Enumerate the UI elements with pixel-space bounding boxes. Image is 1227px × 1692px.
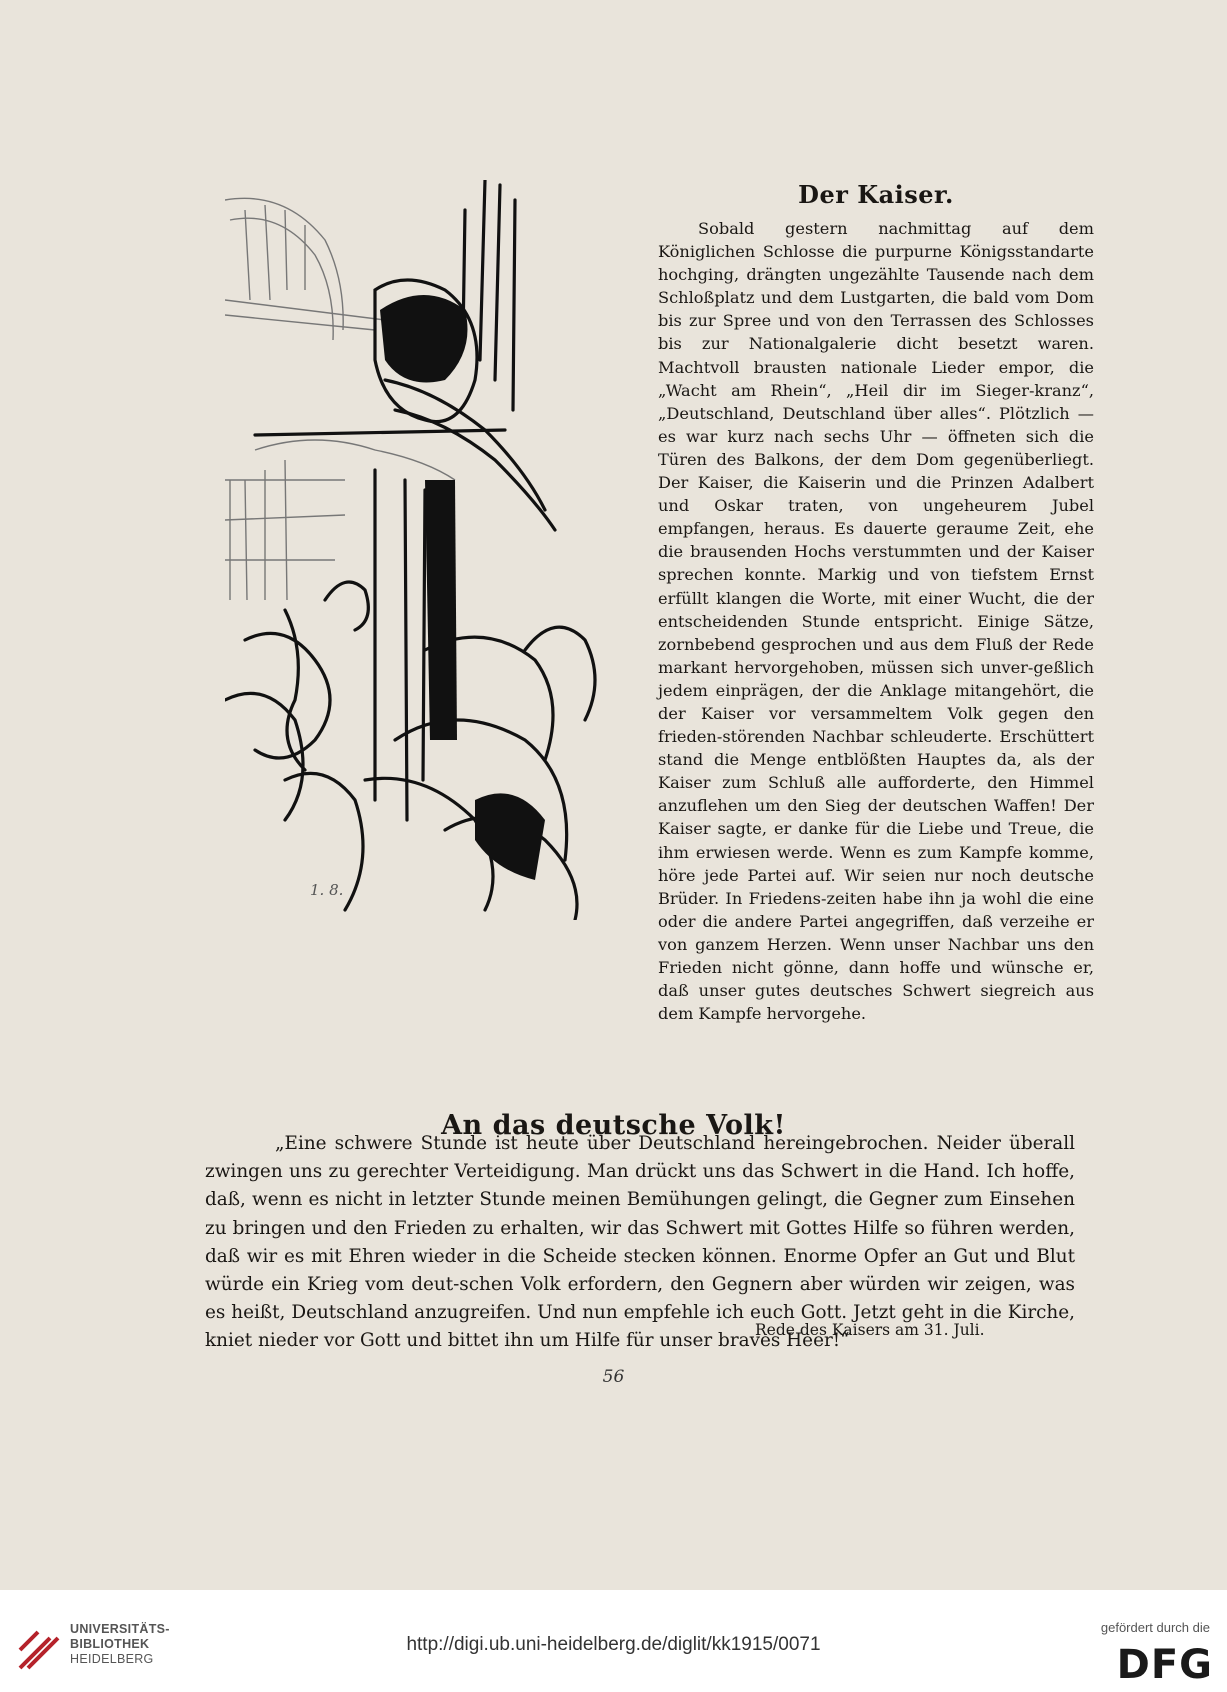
library-name-line-3: HEIDELBERG [70, 1652, 154, 1666]
article-title: Der Kaiser. [798, 180, 954, 209]
page-number: 56 [602, 1367, 625, 1387]
article-body: Sobald gestern nachmittag auf dem Königlichen Schlosse die purpurne Königsstandarte hochging, drängten ungezählte Tausende nach dem Schloßplatz und dem Lustgarten, die bald vom Dom bis zur Spree und von den Terrassen des Schlosses bis zur Nationalgalerie dicht besetzt waren. Machtvoll brausten nationale Lieder empor, die „Wacht am Rhein“, „Heil dir im Sieger-kranz“, „Deutschland, Deutschland über alles“. Plötzlich — es war kurz nach sechs Uhr — öffneten sich die Türen des Balkons, der dem Dom gegenüberliegt. Der Kaiser, die Kaiserin und die Prinzen Adalbert und Oskar traten, von ungeheurem Jubel empfangen, heraus. Es dauerte geraume Zeit, ehe die brausenden Hochs verstummten und der Kaiser sprechen konnte. Markig und von tiefstem Ernst erfüllt klangen die Worte, mit einer Wucht, die der entscheidenden Stunde entspricht. Einige Sätze, zornbebend gesprochen und aus dem Fluß der Rede markant hervorgehoben, müssen sich unver-geßlich jedem einprägen, der die Anklage mitangehört, die der Kaiser vor versammeltem Volk gegen den frieden-störenden Nachbar schleuderte. Erschüttert stand die Menge entblößten Hauptes da, als der Kaiser zum Schluß alle aufforderte, den Himmel anzuflehen um den Sieg der deutschen Waffen! Der Kaiser sagte, er danke für die Liebe und Treue, die ihm erwiesen werde. Wenn es zum Kampfe komme, höre jede Partei auf. Wir seien nur noch deutsche Brüder. In Friedens-zeiten habe ihn ja wohl die eine oder die andere Partei angegriffen, daß verzeihe er von ganzem Herzen. Wenn unser Nachbar uns den Frieden nicht gönne, dann hoffe und wünsche er, daß unser gutes deutsches Schwert siegreich aus dem Kampfe hervorgehe. [658, 219, 1094, 1024]
speech-text: „Eine schwere Stunde ist heute über Deutschland hereingebrochen. Neider überall zwingen uns zu gerechter Verteidigung. Man drückt uns das Schwert in die Hand. Ich hoffe, daß, wenn es nicht in letzter Stunde meinen Bemühungen gelingt, die Gegner zum Einsehen zu bringen und den Frieden zu erhalten, wir das Schwert mit Gottes Hilfe so führen werden, daß wir es mit Ehren wieder in die Scheide stecken können. Enorme Opfer an Gut und Blut würde ein Krieg vom deut-schen Volk erfordern, den Gegnern aber würden wir zeigen, was es heißt, Deutschland anzugreifen. Und nun empfehle ich euch Gott. Jetzt geht in die Kirche, kniet nieder vor Gott und bittet ihn um Hilfe für unser braves Heer!“ [205, 1133, 1075, 1352]
sketch-drawing [225, 180, 655, 920]
artist-signature: 1. 8. [310, 881, 344, 899]
kaiser-article [658, 180, 1094, 1025]
speech-source: Rede des Kaisers am 31. Juli. [755, 1321, 985, 1339]
footer-bar [0, 1590, 1227, 1692]
speech-title: An das deutsche Volk! [441, 1110, 786, 1142]
kaiser-balcony-illustration [225, 180, 655, 920]
library-name-line-2: BIBLIOTHEK [70, 1637, 150, 1651]
funding-caption: gefördert durch die [1100, 1620, 1210, 1635]
permalink-url[interactable]: http://digi.ub.uni-heidelberg.de/diglit/kk1915/0071 [406, 1634, 821, 1655]
library-name-line-1: UNIVERSITÄTS- [70, 1622, 170, 1636]
dfg-logo: DFG [1116, 1642, 1213, 1688]
